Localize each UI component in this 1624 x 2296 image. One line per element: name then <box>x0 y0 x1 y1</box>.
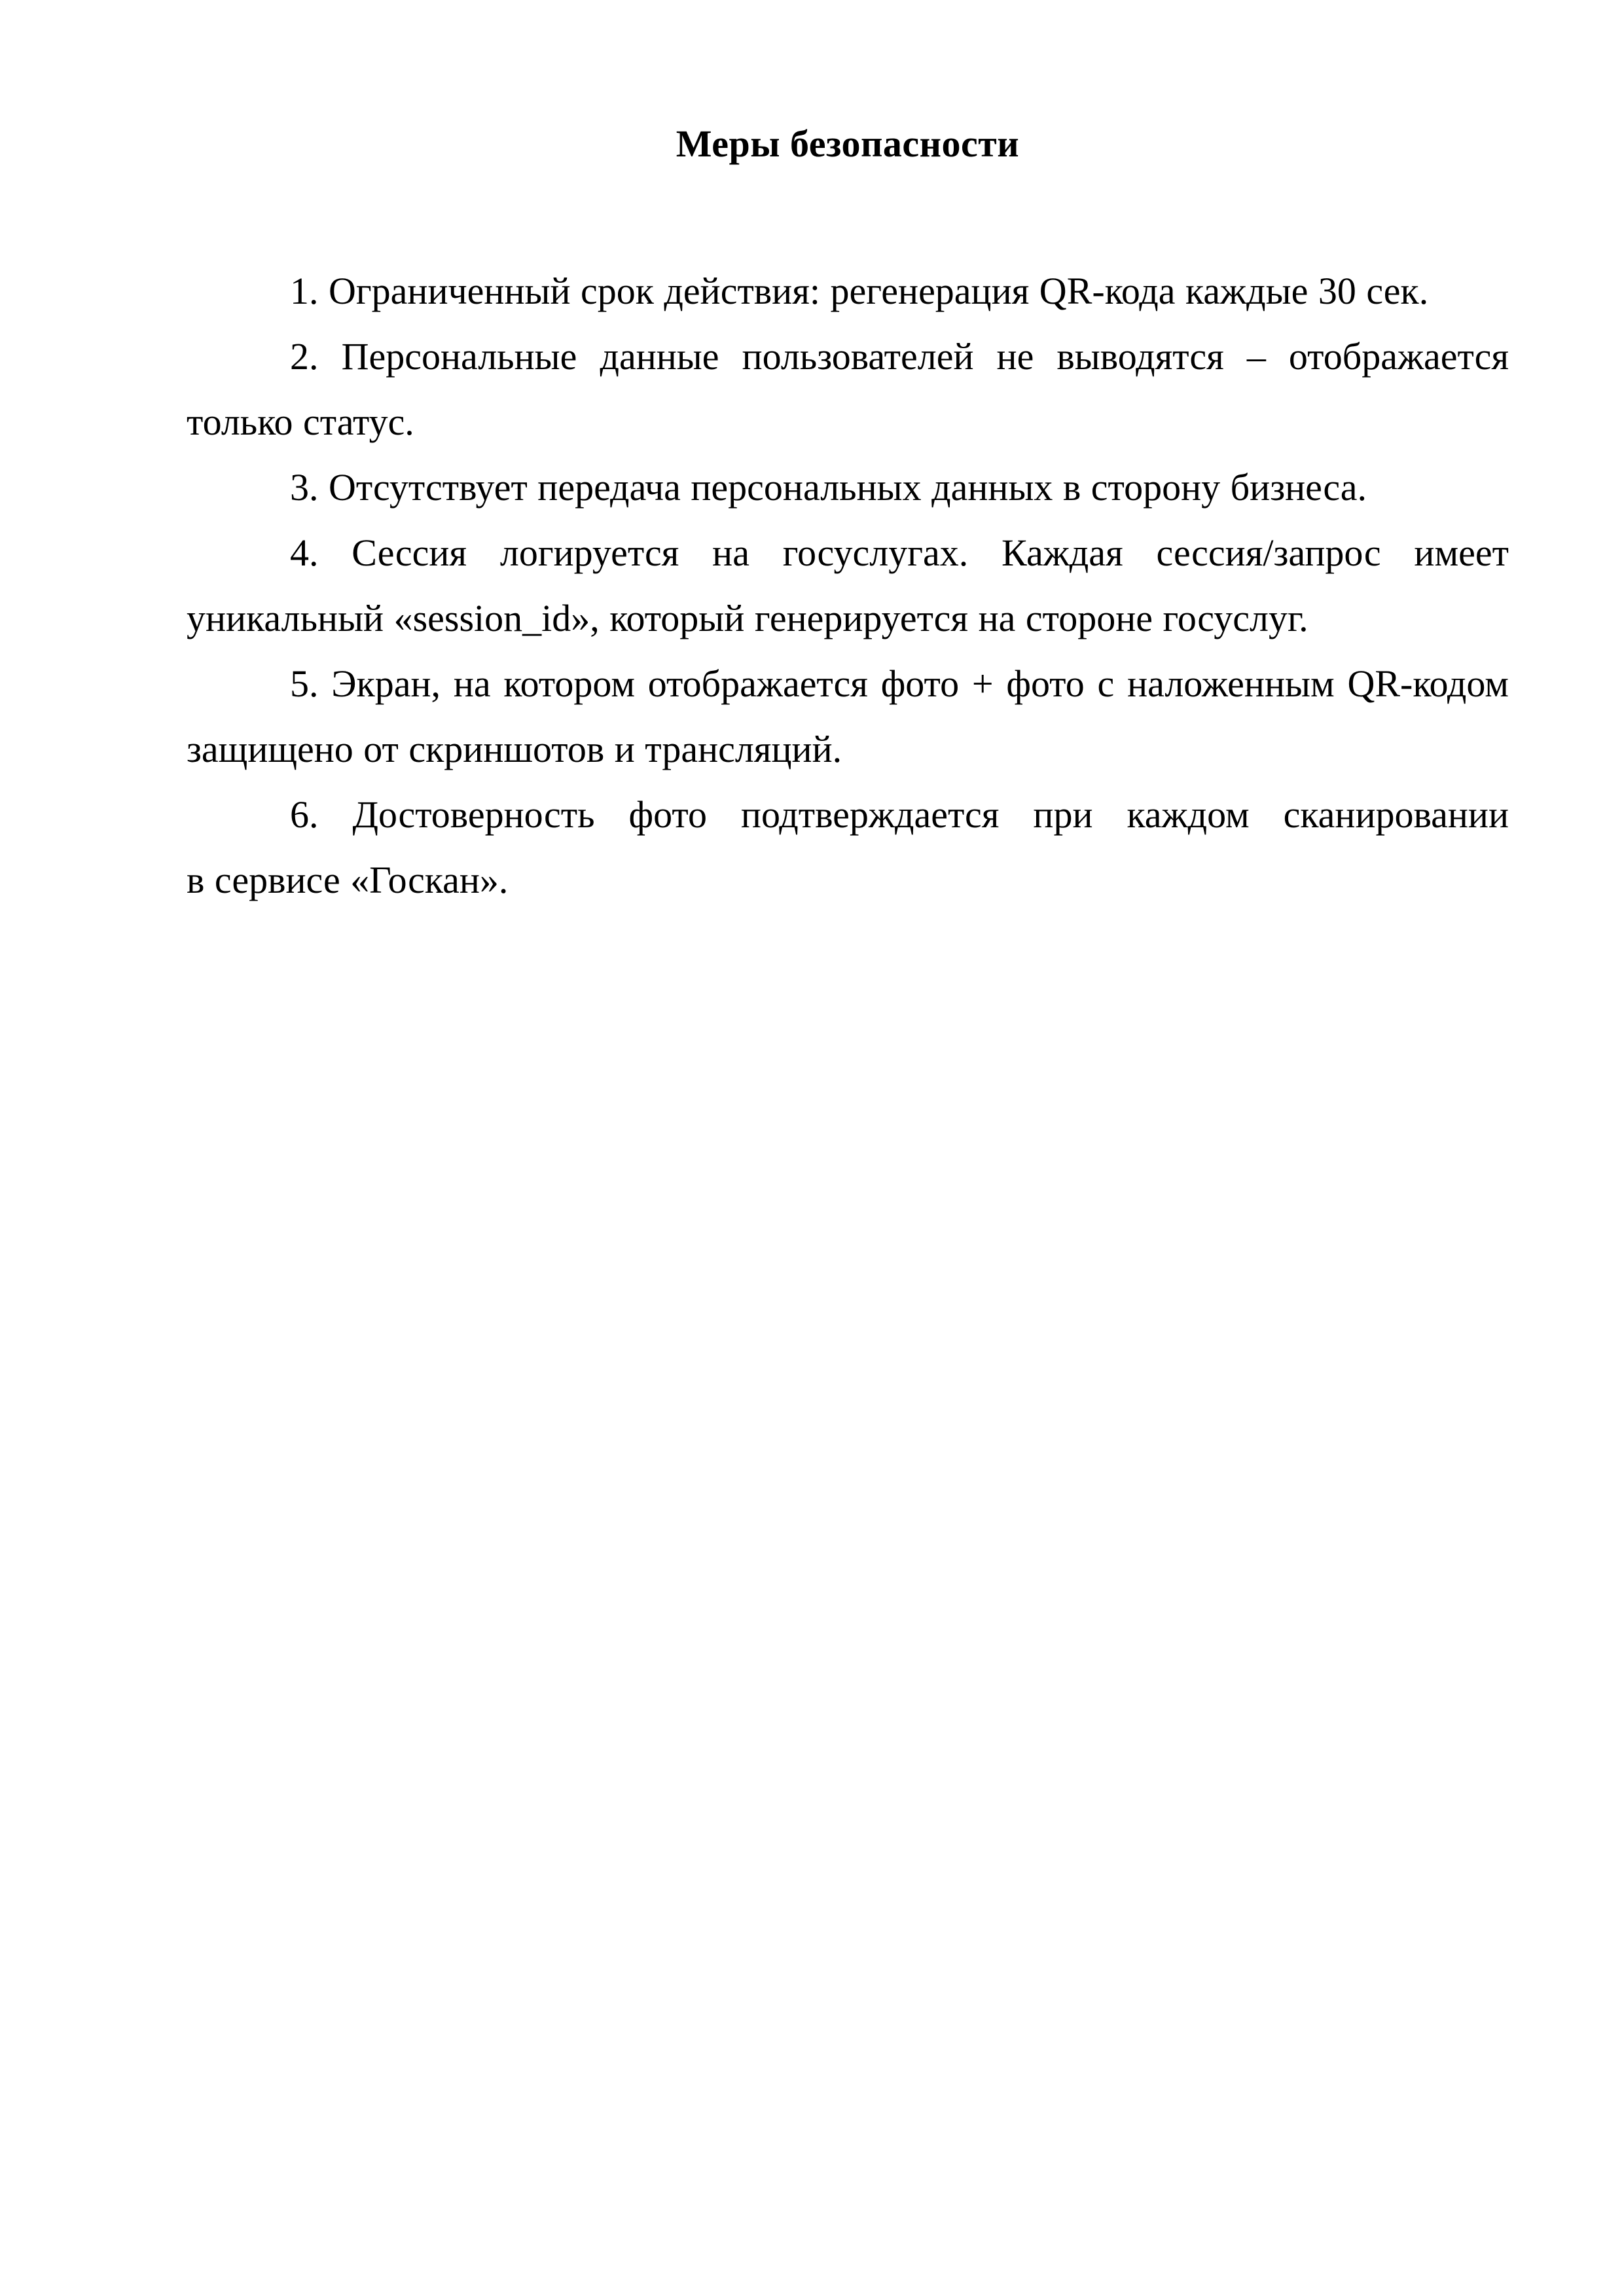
security-measure-item-3: 3. Отсутствует передача персональных данных в сторону бизнеса. <box>290 466 1367 509</box>
security-measure-item-5: 5. Экран, на котором отображается фото + фото с наложенным QR-кодом защищено от скриншотов и трансляций. <box>187 662 1509 770</box>
security-measure-item-2: 2. Персональные данные пользователей не выводятся – отображается только статус. <box>187 335 1509 443</box>
security-measure-item-1: 1. Ограниченный срок действия: регенерация QR-кода каждые 30 сек. <box>290 270 1429 312</box>
page-title: Меры безопасности <box>676 122 1020 165</box>
security-measure-item-4: 4. Сессия логируется на госуслугах. Каждая сессия/запрос имеет уникальный «session_id», который генерируется на стороне госуслуг. <box>187 531 1509 639</box>
document-content <box>0 0 1624 913</box>
security-measure-item-6: 6. Достоверность фото подтверждается при каждом сканировании в сервисе «Госкан». <box>187 793 1509 901</box>
